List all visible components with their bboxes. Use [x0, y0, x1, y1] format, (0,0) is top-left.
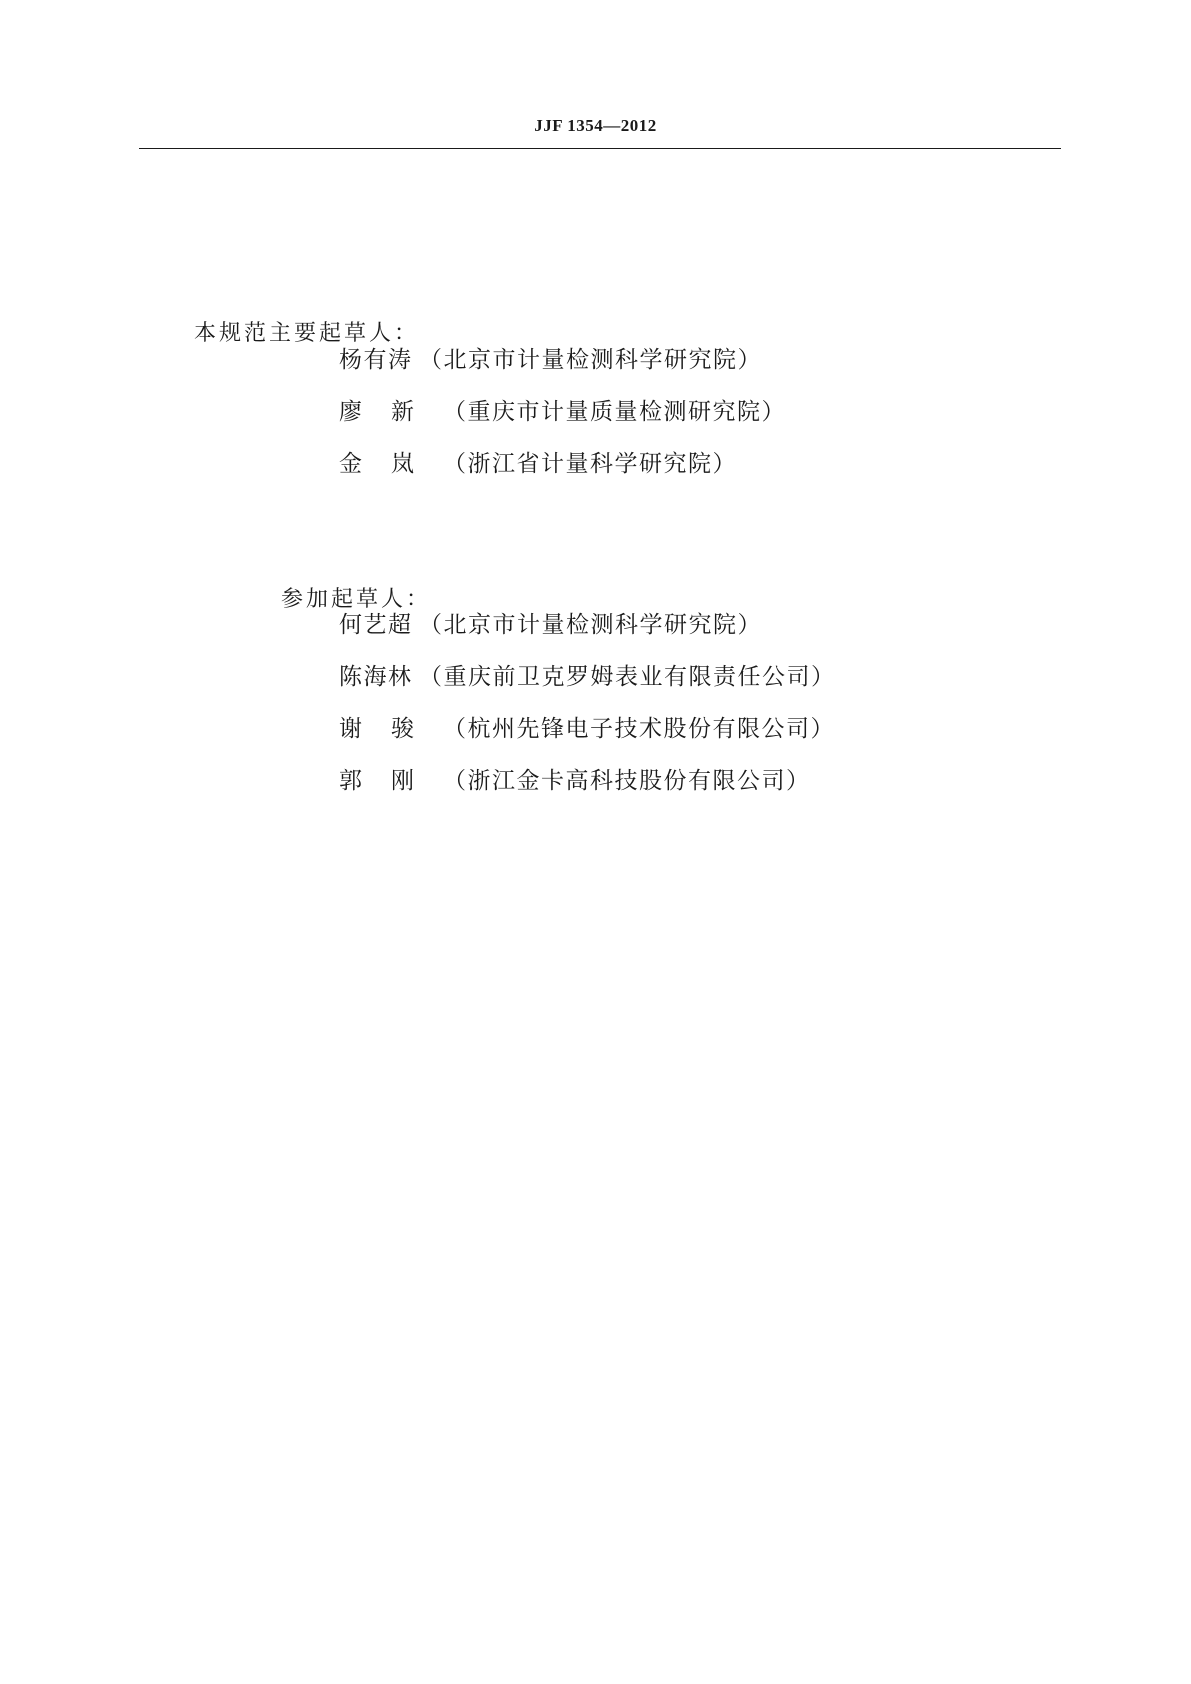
participant-name: 郭刚 [339, 768, 443, 794]
participant-name: 何艺超 [339, 612, 413, 638]
participating-drafters-heading: 参加起草人： [281, 587, 432, 612]
participant-org: （浙江金卡高科技股份有限公司） [443, 768, 811, 794]
drafter-org: （重庆市计量质量检测研究院） [443, 399, 786, 425]
drafter-entry [339, 396, 786, 428]
participant-org: （北京市计量检测科学研究院） [419, 612, 762, 638]
drafter-name: 金岚 [339, 451, 443, 477]
participant-entry [339, 765, 811, 797]
header-rule [139, 148, 1061, 149]
participant-entry [339, 609, 762, 641]
drafter-org: （浙江省计量科学研究院） [443, 451, 737, 477]
participant-entry [339, 661, 836, 693]
participant-name: 陈海林 [339, 664, 413, 690]
drafter-entry [339, 448, 737, 480]
participant-org: （杭州先锋电子技术股份有限公司） [443, 716, 835, 742]
participant-entry [339, 713, 835, 745]
drafter-org: （北京市计量检测科学研究院） [419, 347, 762, 373]
participant-org: （重庆前卫克罗姆表业有限责任公司） [419, 664, 836, 690]
participant-name: 谢骏 [339, 716, 443, 742]
drafter-name: 杨有涛 [339, 347, 413, 373]
drafter-entry [339, 344, 762, 376]
drafter-name: 廖新 [339, 399, 443, 425]
main-drafters-heading: 本规范主要起草人： [194, 321, 420, 346]
page-header-code: JJF 1354—2012 [534, 116, 657, 135]
